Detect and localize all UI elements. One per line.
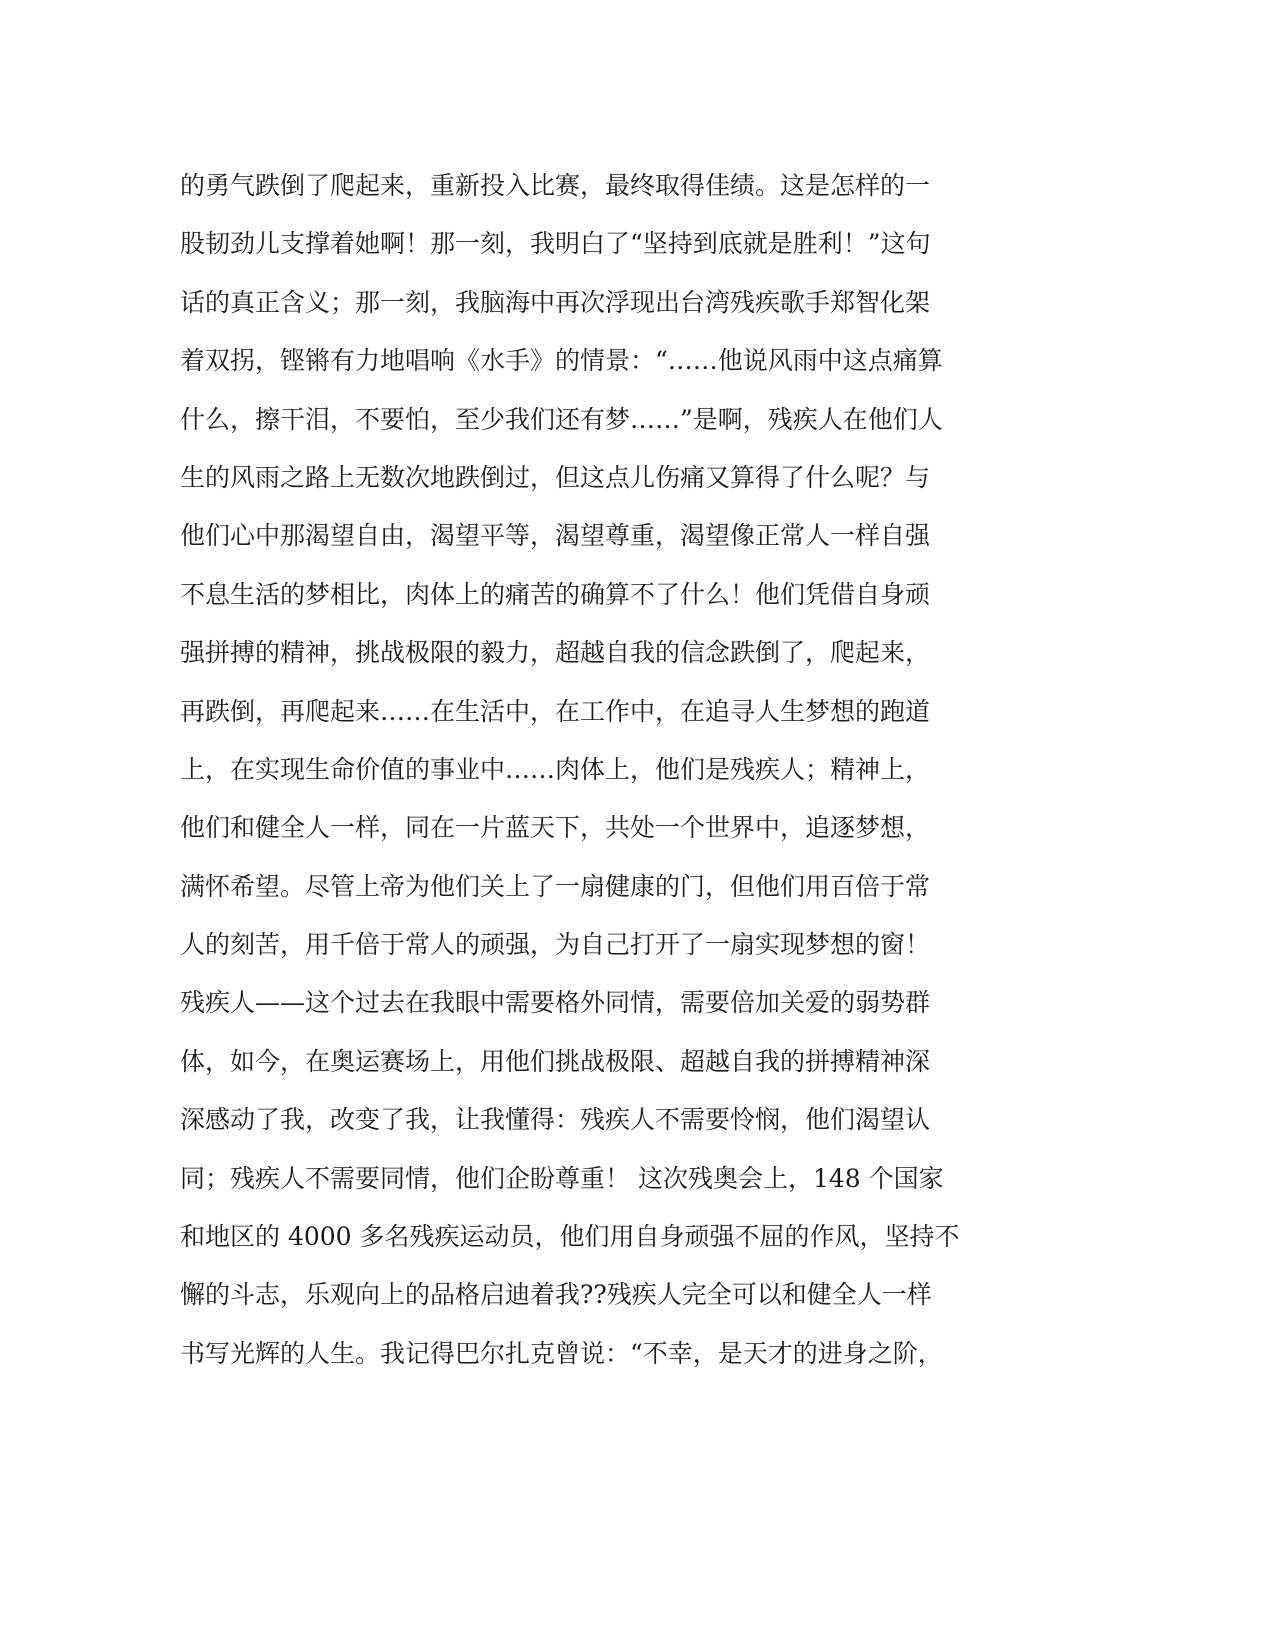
text-line: 深感动了我，改变了我，让我懂得：残疾人不需要怜悯，他们渴望认: [180, 1105, 931, 1135]
text-line: 上，在实现生命价值的事业中……肉体上，他们是残疾人；精神上，: [180, 754, 931, 784]
text-line: 满怀希望。尽管上帝为他们关上了一扇健康的门，但他们用百倍于常: [180, 871, 931, 901]
text-line: 股韧劲儿支撑着她啊！那一刻，我明白了“坚持到底就是胜利！”这句: [180, 229, 931, 259]
text-line: 生的风雨之路上无数次地跌倒过，但这点儿伤痛又算得了什么呢？与: [180, 462, 931, 492]
text-line: 懈的斗志，乐观向上的品格启迪着我??残疾人完全可以和健全人一样: [180, 1280, 932, 1310]
text-line: 的勇气跌倒了爬起来，重新投入比赛，最终取得佳绩。这是怎样的一: [180, 171, 931, 200]
text-line: 着双拐，铿锵有力地唱响《水手》的情景：“……他说风雨中这点痛算: [180, 346, 943, 376]
text-line: 书写光辉的人生。我记得巴尔扎克曾说：“不幸，是天才的进身之阶，: [180, 1338, 943, 1368]
text-line: 不息生活的梦相比，肉体上的痛苦的确算不了什么！他们凭借自身顽: [180, 579, 931, 609]
text-line: 人的刻苦，用千倍于常人的顽强，为自己打开了一扇实现梦想的窗！: [180, 930, 931, 960]
text-line: 再跌倒，再爬起来……在生活中，在工作中，在追寻人生梦想的跑道: [180, 696, 931, 726]
text-line: 什么，擦干泪，不要怕，至少我们还有梦……”是啊，残疾人在他们人: [180, 404, 943, 434]
text-line: 他们和健全人一样，同在一片蓝天下，共处一个世界中，追逐梦想，: [180, 813, 931, 843]
text-line: 他们心中那渴望自由，渴望平等，渴望尊重，渴望像正常人一样自强: [180, 521, 931, 551]
text-line: 和地区的 4000 多名残疾运动员，他们用自身顽强不屈的作风，坚持不: [180, 1222, 960, 1252]
text-line: 话的真正含义；那一刻，我脑海中再次浮现出台湾残疾歌手郑智化架: [180, 287, 931, 317]
text-line: 残疾人——这个过去在我眼中需要格外同情，需要倍加关爱的弱势群: [180, 988, 931, 1018]
body-text: [180, 157, 1040, 1383]
text-line: 强拼搏的精神，挑战极限的毅力，超越自我的信念跌倒了，爬起来，: [180, 638, 931, 668]
text-line: 同；残疾人不需要同情，他们企盼尊重！ 这次残奥会上，148 个国家: [180, 1163, 944, 1193]
text-line: 体，如今，在奥运赛场上，用他们挑战极限、超越自我的拼搏精神深: [180, 1046, 931, 1076]
